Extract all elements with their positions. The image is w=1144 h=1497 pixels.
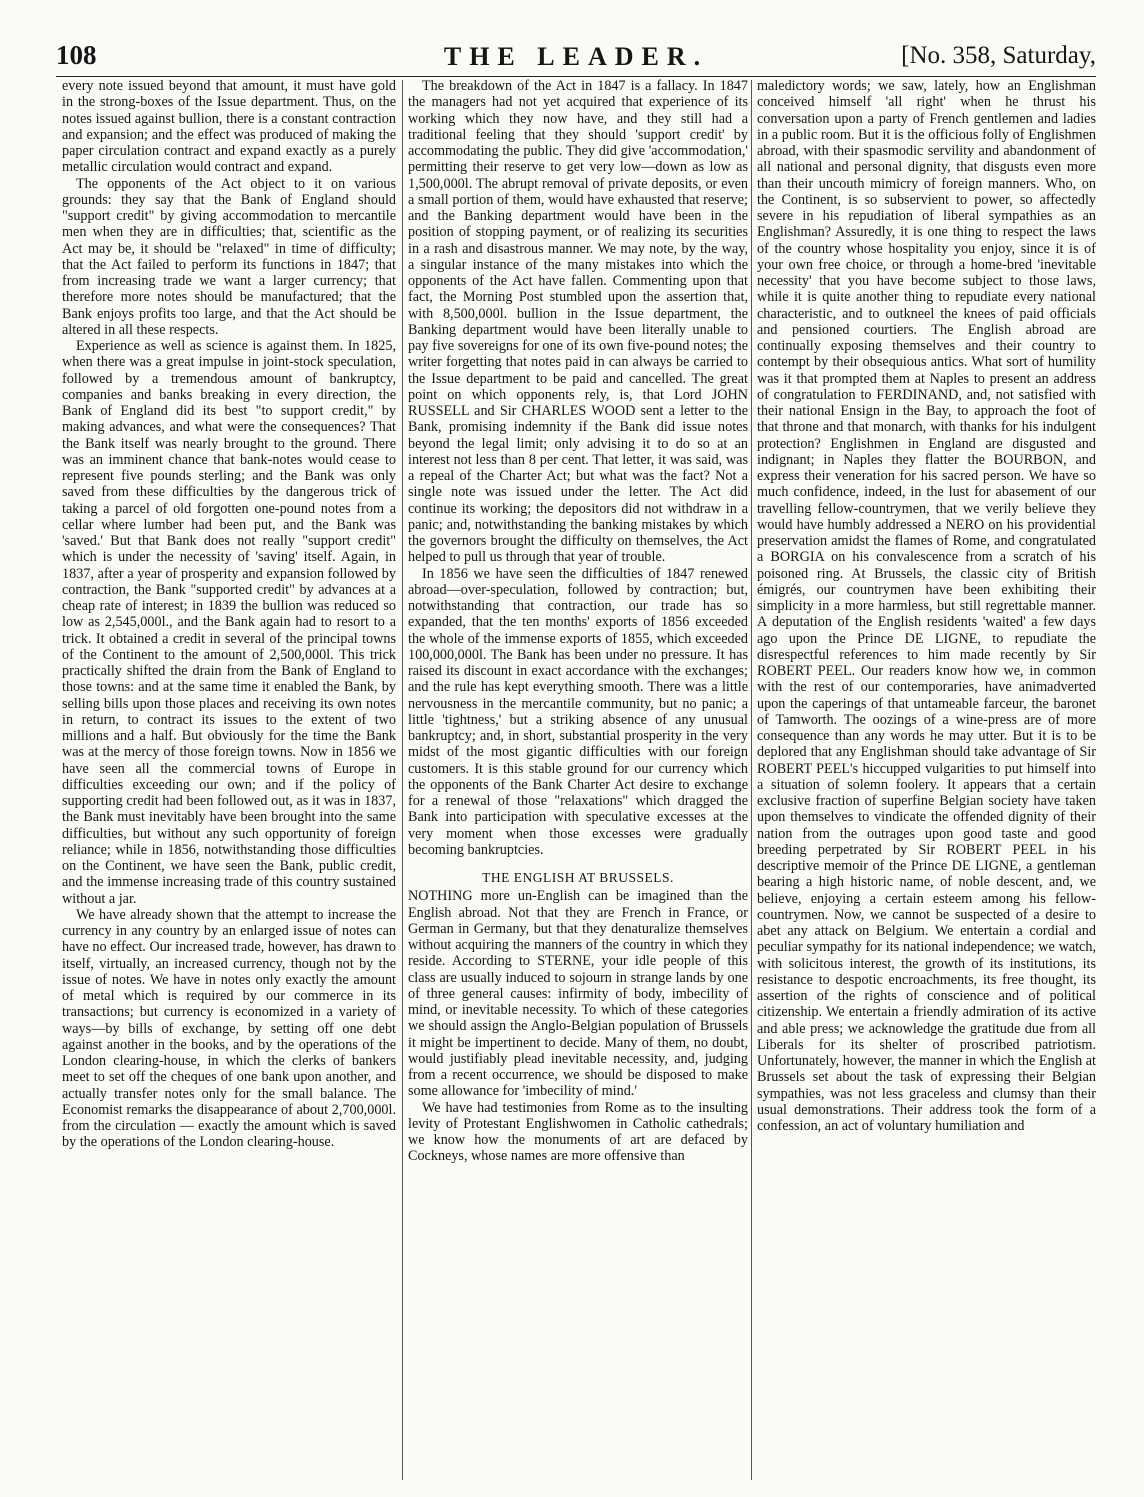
paragraph: We have had testimonies from Rome as to the insulting levity of Protestant Englishwomen in Catholic cathedrals; we know how the monuments of art are defaced by Cockneys, whose names are more offensive than <box>408 1099 748 1165</box>
issue-info: [No. 358, Saturday, <box>901 42 1096 69</box>
paragraph: In 1856 we have seen the difficulties of 1847 renewed abroad—over-speculation, followed by contraction; but, notwithstanding that contraction, our trade has so expanded, that the ten months' exports of 1856 exceeded the whole of the immense exports of 1855, which exceeded 100,000,000l. The Bank has been under no pressure. It has raised its discount in exact accordance with the exchanges; and the rule has kept everything smooth. There was a little nervousness in the mercantile community, but no panic; a little 'tightness,' but a striking absence of any unusual bankruptcy; and, in short, substantial prosperity in the very midst of the most gigantic difficulties with our foreign customers. It is this stable ground for our currency which the opponents of the Bank Charter Act desire to exchange for a renewal of those "relaxations" which dragged the Bank into participation with speculative excesses at the very moment when those excesses were gradually becoming bankruptcies. <box>408 565 748 858</box>
column-3 <box>757 78 1096 1478</box>
paragraph: Experience as well as science is against them. In 1825, when there was a great impulse in joint-stock speculation, followed by a tremendous amount of bankruptcy, companies and banks breaking in every direction, the Bank of England did its best "to support credit," by making advances, and what were the consequences? That the Bank itself was nearly brought to the ground. There was an imminent chance that bank-notes would cease to represent five pounds sterling; and the Bank was only saved from these difficulties by the dangerous trick of taking a parcel of old forgotten one-pound notes from a cellar where lumber had been put, and the Bank was 'saved.' But that Bank does not really "support credit" which is under the necessity of 'saving' itself. Again, in 1837, after a year of prosperity and expansion followed by contraction, the Bank "supported credit" by advances at a cheap rate of interest; in 1839 the bullion was reduced so low as 2,545,000l., and the Bank again had to resort to a trick. It obtained a credit in several of the principal towns of the Continent to the amount of 2,500,000l. This trick practically shifted the drain from the Bank of England to those towns: and at the same time it enabled the Bank, by selling bills upon those places and receiving its own notes in return, to contract its issues to the extent of two millions and a half. But obviously for the time the Bank was at the mercy of those foreign towns. Now in 1856 we have seen all the commercial towns of Europe in difficulties exceeding our own; and if the policy of supporting credit had been followed out, as it was in 1837, the Bank must inevitably have been brought into the same difficulties, but without any such opportunity of foreign reliance; while in 1856, notwithstanding those difficulties on the Continent, we have seen the Bank, public credit, and the immense increasing trade of this country sustained without a jar. <box>62 338 396 907</box>
column-rule <box>402 80 403 1480</box>
page-header <box>56 40 1096 77</box>
paragraph: maledictory words; we saw, lately, how an Englishman conceived himself 'all right' when he thrust his conversation upon a party of French gentlemen and ladies in a public room. But it is the officious folly of Englishmen abroad, with their spasmodic servility and abandonment of all national and personal dignity, that disgusts even more than their uncouth mimicry of foreign manners. Who, on the Continent, is so subservient to power, so affectedly severe in his repudiation of liberal sympathies as an Englishman? Assuredly, it is one thing to respect the laws of the country whose hospitality you enjoy, since it is of your own free choice, or through a home-bred 'inevitable necessity' that you have become subject to those laws, while it is quite another thing to repudiate every national characteristic, and to outkneel the knees of paid officials and pensioned courtiers. The English abroad are continually exposing themselves and their country to contempt by their obsequious antics. What sort of humility was it that prompted them at Naples to present an address of congratulation to FERDINAND, and, not satisfied with their national Ensign in the Bay, to approach the foot of that throne and that monarch, with thanks for his indulgent protection? Englishmen in England are disgusted and indignant; in Naples they flatter the BOURBON, and express their veneration for his sacred person. We have so much confidence, indeed, in the lust for abasement of our travelling fellow-countrymen, that we verily believe they would have humbly addressed a NERO on his providential preservation amidst the flames of Rome, and congratulated a BORGIA on his convalescence from a scratch of his poisoned ring. At Brussels, the classic city of British émigrés, our countrymen have been exhibiting their simplicity in a more harmless, but still regrettable manner. A deputation of the English residents 'waited' a few days ago upon the Prince DE LIGNE, to repudiate the disrespectful references to him made recently by Sir ROBERT PEEL. Our readers know how we, in common with the rest of our contemporaries, have animadverted upon the caperings of that untameable farceur, the baronet of Tamworth. The oozings of a wine-press are of more consequence than any words he may utter. But it is to be deplored that any Englishman should take advantage of Sir ROBERT PEEL's hiccupped vulgarities to put himself into a situation of solemn foolery. It appears that a certain exclusive fraction of superfine Belgian society have taken upon themselves to vindicate the offended dignity of their nation from the outrages upon good taste and good breeding perpetrated by Sir ROBERT PEEL in his descriptive memoir of the Prince DE LIGNE, a gentleman bearing a high historic name, of noble descent, and, we believe, enjoying a certain esteem among his fellow-countrymen. Now, we cannot be suspected of a desire to abet any attack on Belgium. We entertain a cordial and peculiar sympathy for its national independence; we watch, with solicitous interest, the growth of its institutions, its resistance to despotic encroachments, its free thought, its assertion of the rights of conscience and of political citizenship. We entertain a friendly admiration of its active and able press; we acknowledge the gratitude due from all Liberals for its shelter of proscribed patriotism. Unfortunately, however, the manner in which the English at Brussels set about the task of expressing their Belgian sympathies, was not less graceless and clumsy than their usual demonstrations. Their address took the form of a confession, an act of voluntary humiliation and <box>757 78 1096 1134</box>
page-number: 108 <box>56 40 97 70</box>
column-1 <box>62 78 396 1478</box>
newspaper-title: THE LEADER. <box>443 42 709 71</box>
section-heading: THE ENGLISH AT BRUSSELS. <box>482 870 674 885</box>
paragraph: We have already shown that the attempt to increase the currency in any country by an enlarged issue of notes can have no effect. Our increased trade, however, has drawn to itself, virtually, an increased currency, though not by the issue of notes. We have in notes only exactly the amount of metal which is required by our commerce in its transactions; but currency is economized in a variety of ways—by bills of exchange, by setting off one debt against another in the books, and by the operations of the London clearing-house, in which the clerks of bankers meet to set off the cheques of one bank upon another, and actually transfer notes only for the small balance. The Economist remarks the disappearance of about 2,700,000l. from the circulation — exactly the amount which is saved by the operations of the London clearing-house. <box>62 906 396 1151</box>
column-rule <box>751 80 752 1480</box>
paragraph: every note issued beyond that amount, it must have gold in the strong-boxes of the Issue department. Thus, on the notes issued against bullion, there is a constant contraction and expansion; and the effect was produced of making the paper circulation contract and expand exactly as a purely metallic circulation would contract and expand. <box>62 78 396 176</box>
paragraph: NOTHING more un-English can be imagined than the English abroad. Not that they are French in France, or German in Germany, but that they denaturalize themselves without acquiring the manners of the country in which they reside. According to STERNE, your idle people of this class are usually induced to sojourn in strange lands by one of three general causes: infirmity of body, imbecility of mind, or inevitable necessity. To which of these categories we should assign the Anglo-Belgian population of Brussels it might be impertinent to decide. Many of them, no doubt, would justifiably plead inevitable necessity, and, judging from a recent occurrence, we should be disposed to make some allowance for 'imbecility of mind.' <box>408 888 748 1100</box>
paragraph: The opponents of the Act object to it on various grounds: they say that the Bank of England should "support credit" by giving accommodation to mercantile men when they are in difficulties; that, scientific as the Act may be, it should be "relaxed" in time of difficulty; that the Act failed to perform its functions in 1847; that from increasing trade we want a larger currency; that therefore more notes should be manufactured; that the Bank enjoys profits too large, and that the Act should be altered in all these respects. <box>62 175 396 338</box>
column-2 <box>408 78 748 1478</box>
paragraph: The breakdown of the Act in 1847 is a fallacy. In 1847 the managers had not yet acquired that experience of its working which they now have, and they still had a traditional feeling that they should 'support credit' by accommodating the public. They did give 'accommodation,' permitting their reserve to get very low—down as low as 1,500,000l. The abrupt removal of private deposits, or even a small portion of them, would have exhausted that reserve; and the Banking department would have been in the position of stopping payment, or of realizing its securities in a rash and disastrous manner. We may note, by the way, a singular instance of the many mistakes into which the opponents of the Act have fallen. Commenting upon that fact, the Morning Post stumbled upon the assertion that, with 8,500,000l. bullion in the Issue department, the Banking department would have been literally unable to pay five sovereigns for one of its own five-pound notes; the writer forgetting that notes paid in can always be carried to the Issue department to be paid and cancelled. The great point on which opponents rely, is, that Lord JOHN RUSSELL and Sir CHARLES WOOD sent a letter to the Bank, promising indemnity if the Bank did issue notes beyond the legal limit; only advising it to do so at an interest not less than 8 per cent. That letter, it was said, was a repeal of the Charter Act; but what was the fact? Not a single note was issued under the letter. The Act did continue its working; the depositors did not withdraw in a panic; and, notwithstanding the banking mistakes by which the governors brought the difficulty on themselves, the Act helped to pull us through that year of trouble. <box>408 78 748 566</box>
